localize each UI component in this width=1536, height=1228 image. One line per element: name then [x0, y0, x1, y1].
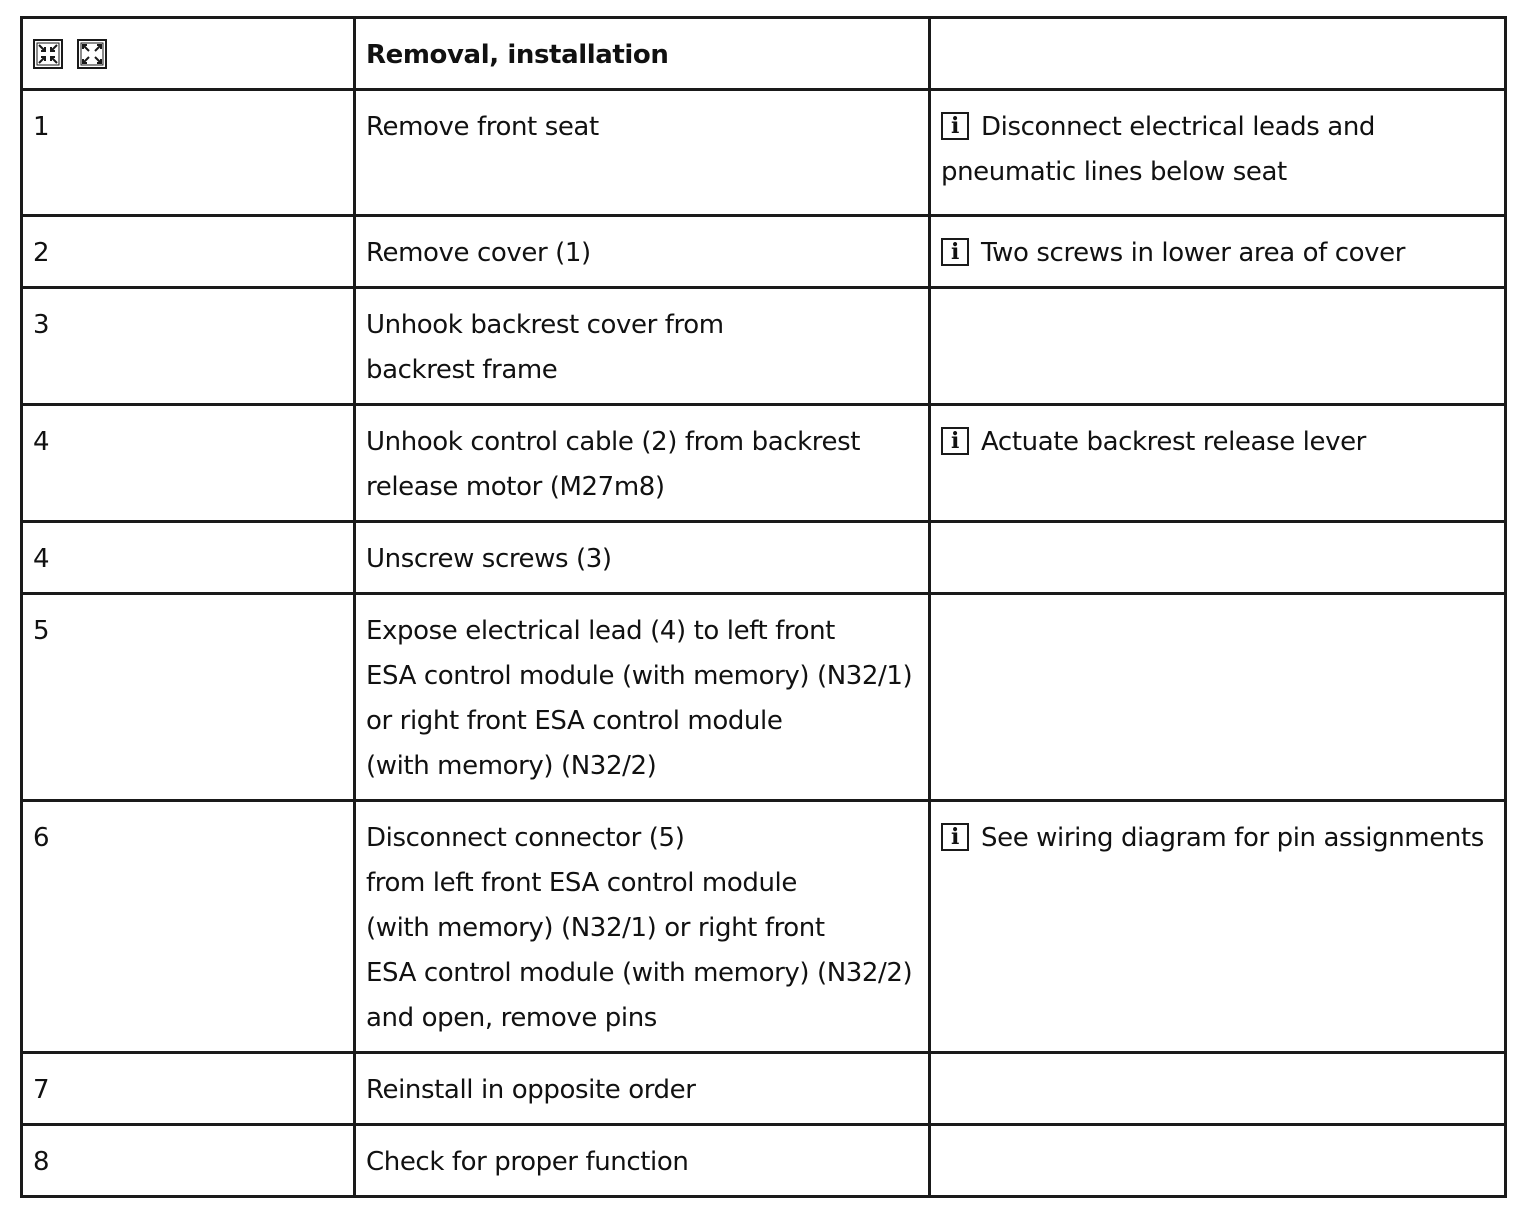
step-note-cell: [930, 801, 1506, 1053]
step-note-cell: [930, 405, 1506, 522]
step-action: Unhook control cable (2) from backrest release motor (M27m8): [355, 405, 930, 522]
header-icons-cell: [22, 18, 355, 90]
table-row: [22, 1125, 1506, 1197]
procedure-table: [20, 16, 1507, 1198]
step-note: [930, 288, 1506, 405]
table-row: [22, 1053, 1506, 1125]
info-icon: i: [941, 427, 969, 455]
step-note: Two screws in lower area of cover: [981, 238, 1406, 268]
step-action: Reinstall in opposite order: [355, 1053, 930, 1125]
info-icon: i: [941, 112, 969, 140]
step-note: Disconnect electrical leads and pneumatic lines below seat: [941, 112, 1376, 187]
header-title: Removal, installation: [355, 18, 930, 90]
info-icon: i: [941, 238, 969, 266]
table-row: [22, 522, 1506, 594]
table-row: [22, 90, 1506, 216]
step-number: 3: [22, 288, 355, 405]
step-number: 5: [22, 594, 355, 801]
table-row: [22, 288, 1506, 405]
step-number: 2: [22, 216, 355, 288]
step-note: [930, 522, 1506, 594]
step-note-cell: [930, 216, 1506, 288]
info-icon: i: [941, 823, 969, 851]
step-action: Remove front seat: [355, 90, 930, 216]
step-note: [930, 1053, 1506, 1125]
step-number: 4: [22, 522, 355, 594]
table-row: [22, 594, 1506, 801]
step-number: 8: [22, 1125, 355, 1197]
step-note: [930, 1125, 1506, 1197]
step-number: 7: [22, 1053, 355, 1125]
header-row: [22, 18, 1506, 90]
step-note: [930, 594, 1506, 801]
table-row: [22, 405, 1506, 522]
table-row: [22, 216, 1506, 288]
step-action: Expose electrical lead (4) to left front ESA control module (with memory) (N32/1) or right front ESA control module (with memory) (N32/2): [355, 594, 930, 801]
step-number: 4: [22, 405, 355, 522]
table-row: [22, 801, 1506, 1053]
step-action: Unscrew screws (3): [355, 522, 930, 594]
step-number: 6: [22, 801, 355, 1053]
compress-arrows-icon: [33, 39, 63, 69]
step-note: Actuate backrest release lever: [981, 427, 1366, 457]
step-action: Check for proper function: [355, 1125, 930, 1197]
expand-arrows-icon: [77, 39, 107, 69]
step-note-cell: [930, 90, 1506, 216]
step-note: See wiring diagram for pin assignments: [981, 823, 1484, 853]
step-number: 1: [22, 90, 355, 216]
step-action: Unhook backrest cover from backrest frame: [355, 288, 930, 405]
step-action: Disconnect connector (5) from left front ESA control module (with memory) (N32/1) or right front ESA control module (with memory) (N32/2) and open, remove pins: [355, 801, 930, 1053]
header-note-cell: [930, 18, 1506, 90]
step-action: Remove cover (1): [355, 216, 930, 288]
